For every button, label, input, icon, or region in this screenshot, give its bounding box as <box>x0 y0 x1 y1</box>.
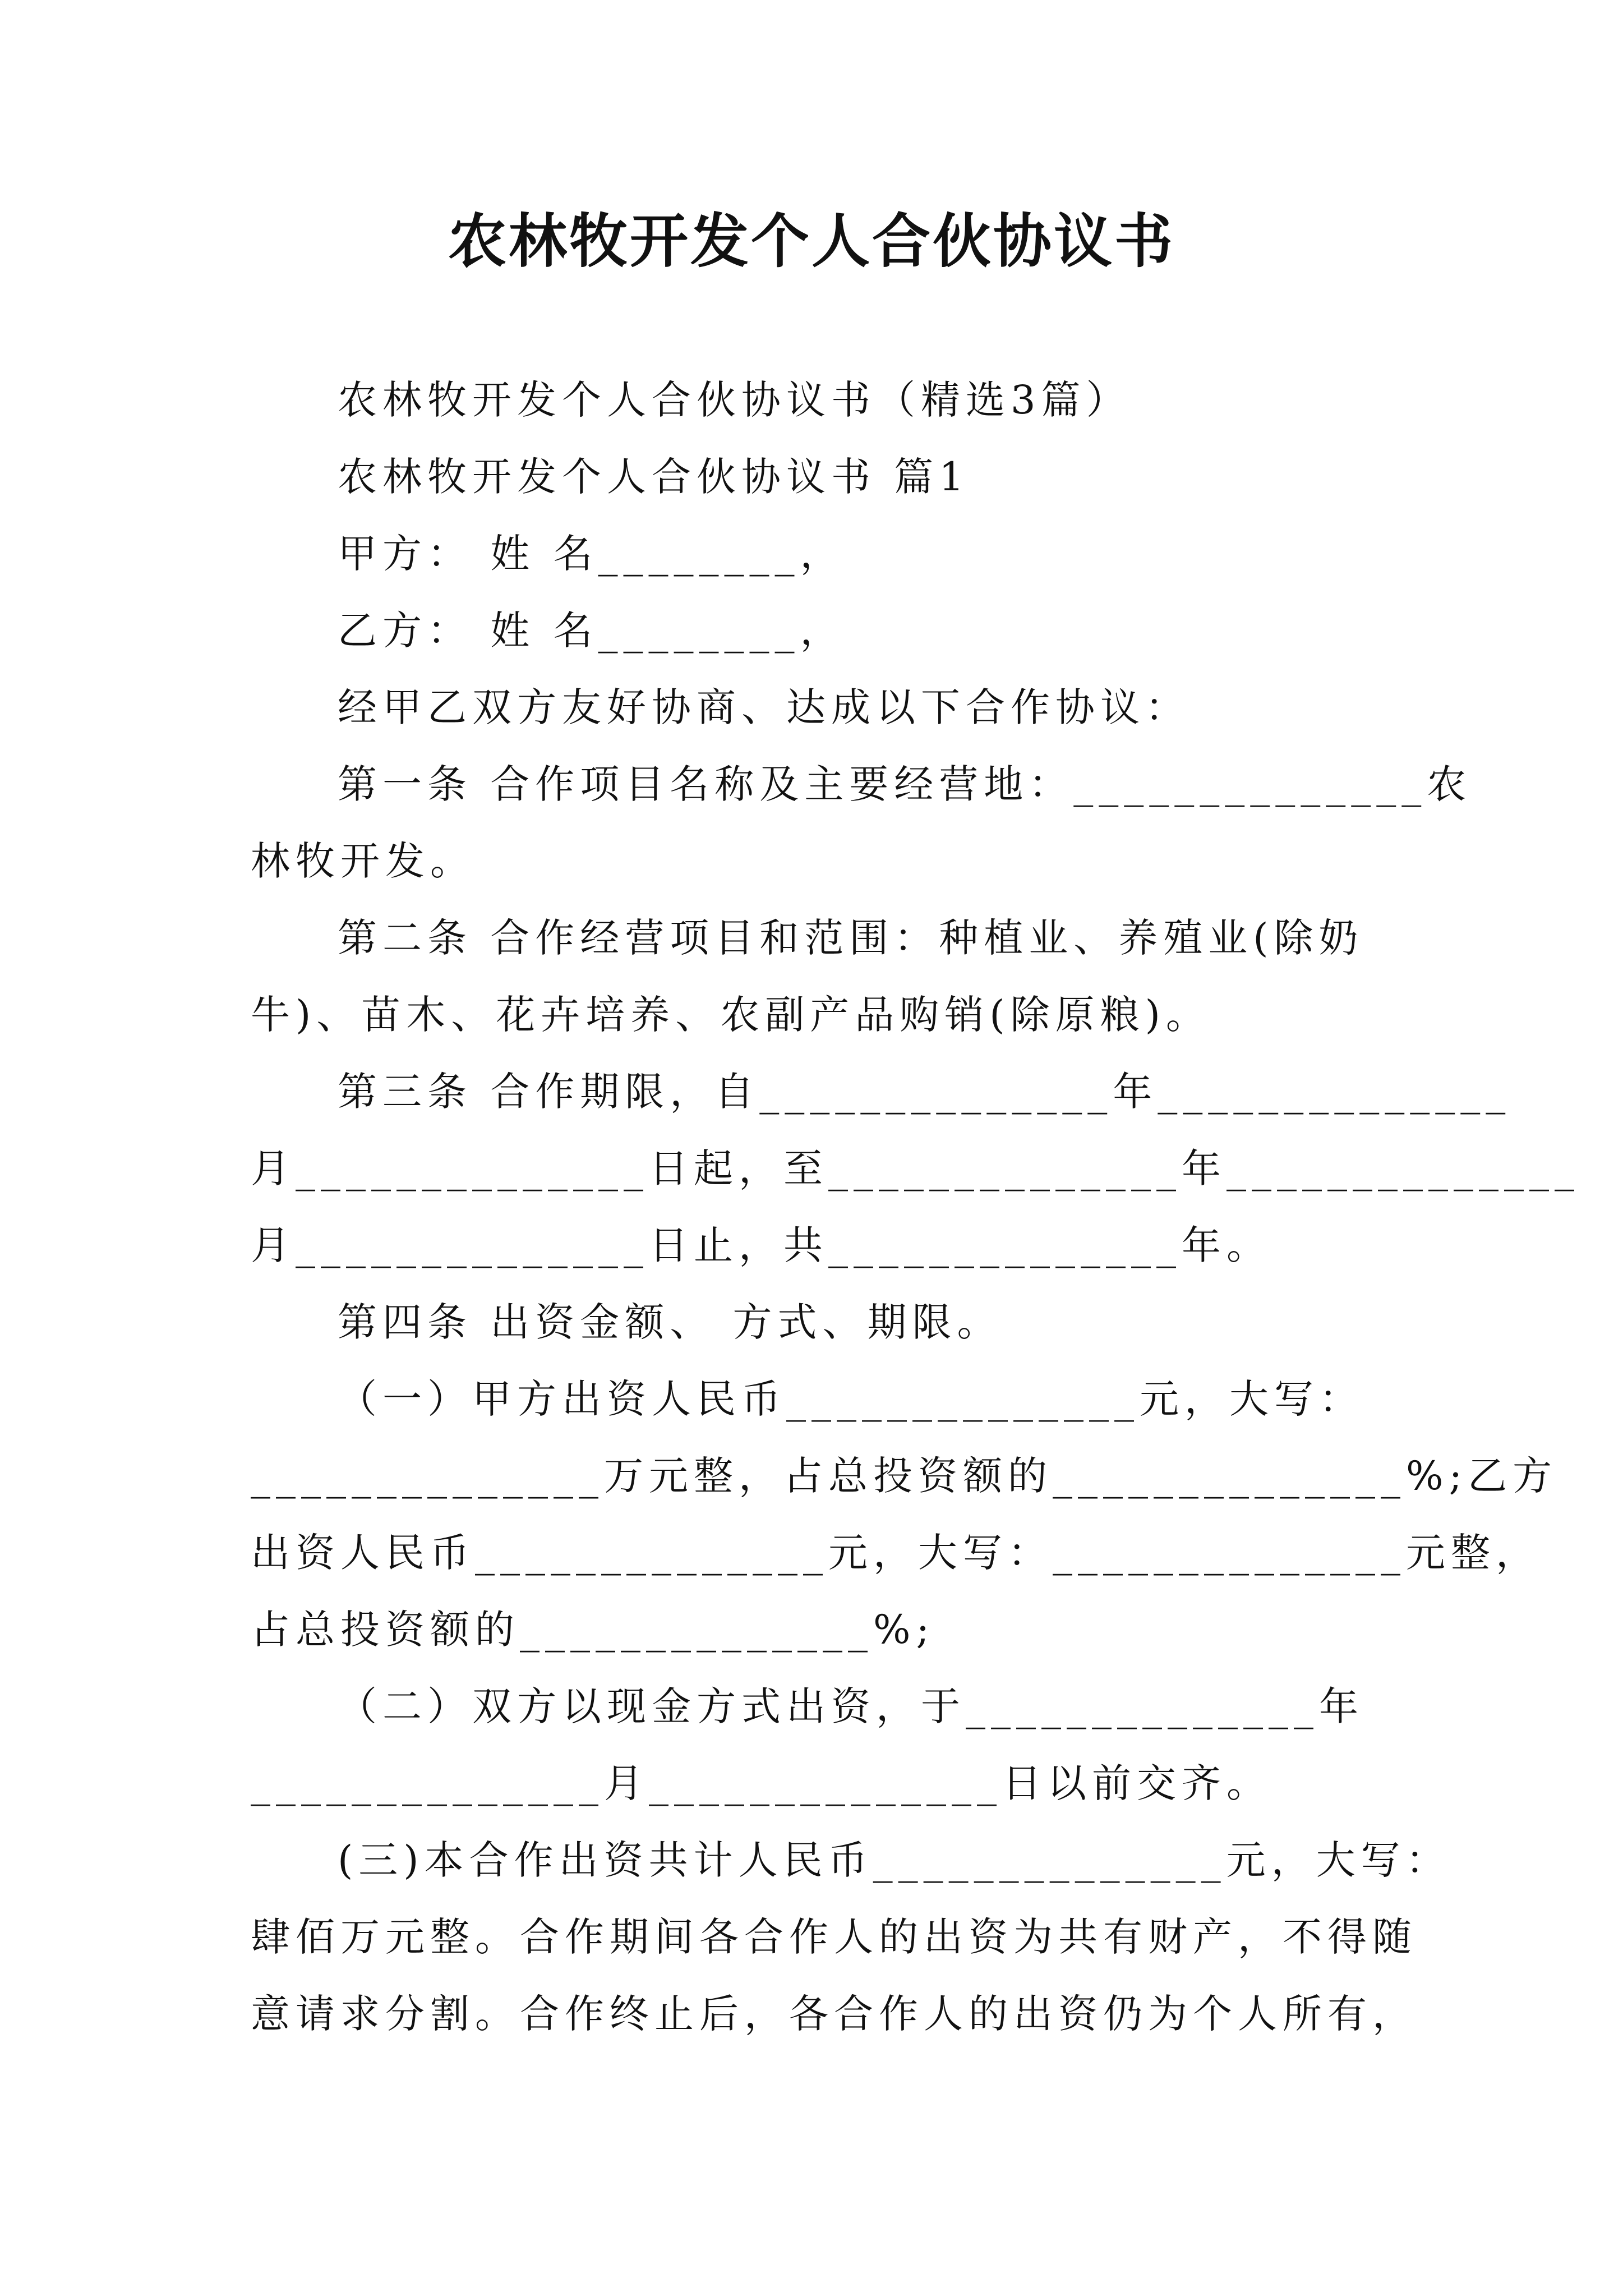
paragraph: ______________月______________日以前交齐。 <box>251 1760 1271 1806</box>
paragraph: 月______________日止，共______________年。 <box>251 1222 1271 1268</box>
paragraph: 第二条 合作经营项目和范围：种植业、养殖业(除奶 <box>338 915 1364 961</box>
paragraph: 经甲乙双方友好协商、达成以下合作协议： <box>338 684 1190 730</box>
paragraph: 农林牧开发个人合伙协议书（精选3篇） <box>338 377 1131 423</box>
paragraph: 牛)、苗木、花卉培养、农副产品购销(除原粮)。 <box>251 992 1211 1038</box>
paragraph: 林牧开发。 <box>251 838 475 884</box>
document-title: 农林牧开发个人合伙协议书 <box>448 206 1175 275</box>
paragraph: 第三条 合作期限，自______________年______________ <box>338 1069 1511 1115</box>
paragraph: 占总投资额的______________%; <box>251 1607 935 1653</box>
paragraph: 月______________日起，至______________年______________ <box>251 1145 1580 1191</box>
document-body <box>251 362 1580 2053</box>
paragraph: 意请求分割。合作终止后，各合作人的出资仍为个人所有， <box>251 1991 1417 2037</box>
paragraph: 第四条 出资金额、 方式、期限。 <box>338 1299 1002 1345</box>
paragraph: 甲方： 姓 名________， <box>338 531 845 577</box>
paragraph: 第一条 合作项目名称及主要经营地：______________农 <box>338 761 1472 807</box>
paragraph: 乙方： 姓 名________， <box>338 608 845 654</box>
paragraph: 肆佰万元整。合作期间各合作人的出资为共有财产，不得随 <box>251 1914 1417 1960</box>
paragraph: 出资人民币______________元，大写：______________元整， <box>251 1530 1541 1576</box>
paragraph: （二）双方以现金方式出资，于______________年 <box>338 1683 1364 1729</box>
paragraph: ______________万元整，占总投资额的______________%;乙方 <box>251 1453 1558 1499</box>
paragraph: (三)本合作出资共计人民币______________元，大写： <box>338 1837 1451 1883</box>
paragraph: 农林牧开发个人合伙协议书 篇1 <box>338 454 970 500</box>
paragraph: （一）甲方出资人民币______________元，大写： <box>338 1376 1364 1422</box>
